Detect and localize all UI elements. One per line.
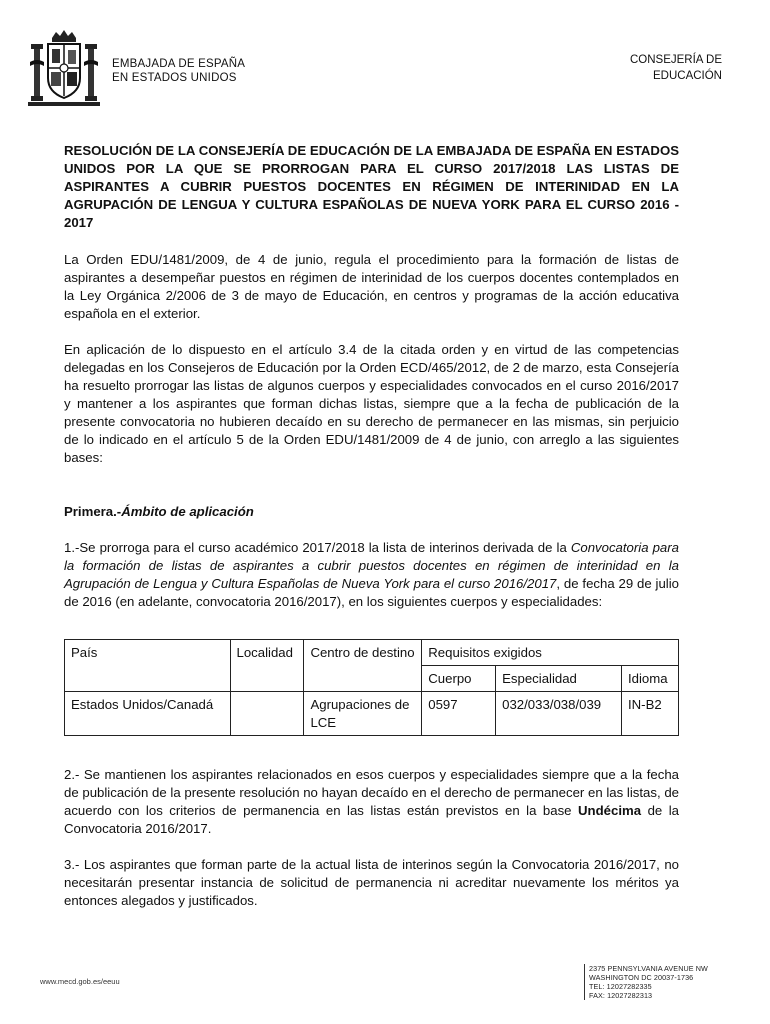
section-heading-title: Ámbito de aplicación (121, 504, 254, 519)
embassy-header (112, 57, 245, 85)
header-especialidad: Especialidad (496, 666, 622, 692)
item-1-convocatoria: Convocatoria para la formación de listas de aspirantes a cubrir puestos docentes en régimen de interinidad en la Agrupación de Lengua y Cultura Españolas de Nueva York para el curso 2016/2017 (64, 540, 679, 591)
item-2 (64, 766, 679, 838)
item-1 (64, 539, 679, 611)
table-header-row (65, 640, 679, 666)
cell-cuerpo: 0597 (422, 692, 496, 736)
address-tel: TEL: 12027282335 (589, 982, 652, 991)
coat-of-arms-logo (28, 28, 100, 108)
header-cuerpo: Cuerpo (422, 666, 496, 692)
section-heading-primera (64, 503, 679, 521)
item-1-text: 1.-Se prorroga para el curso académico 2017/2018 la lista de interinos derivada de la (64, 540, 571, 555)
cell-localidad (230, 692, 304, 736)
item-3: 3.- Los aspirantes que forman parte de la actual lista de interinos según la Convocatoria 2016/2017, no necesitarán presentar instancia de solicitud de permanencia ni acreditar nuevamente los méritos ya entonces alegados y justificados. (64, 857, 679, 908)
resolution-title: RESOLUCIÓN DE LA CONSEJERÍA DE EDUCACIÓN DE LA EMBAJADA DE ESPAÑA EN ESTADOS UNIDOS POR LA QUE SE PRORROGAN PARA EL CURSO 2017/2018 LAS LISTAS DE ASPIRANTES A CUBRIR PUESTOS DOCENTES EN RÉGIMEN DE INTERINIDAD EN LA AGRUPACIÓN DE LENGUA Y CULTURA ESPAÑOLAS DE NUEVA YORK PARA EL CURSO 2016 - 2017 (64, 143, 679, 230)
address-city: WASHINGTON DC 20037-1736 (589, 973, 694, 982)
header-pais: País (65, 640, 231, 692)
cell-especialidad: 032/033/038/039 (496, 692, 622, 736)
cell-idioma: IN-B2 (621, 692, 678, 736)
table-row (65, 692, 679, 736)
header-centro: Centro de destino (304, 640, 422, 692)
paragraph-application: En aplicación de lo dispuesto en el artículo 3.4 de la citada orden y en virtud de las competencias delegadas en los Consejeros de Educación por la Orden ECD/465/2012, de 2 de marzo, esta Consejería ha resuelto prorrogar las listas de algunos cuerpos y especialidades convocados en el curso 2016/2017 y mantener a los aspirantes que forman dichas listas, siempre que a la fecha de publicación de la presente convocatoria no hubieren decaído en su derecho de permanecer en las mismas, sin perjuicio de lo indicado en el artículo 5 de la Orden EDU/1481/2009 de 4 de junio, con arreglo a las siguientes bases: (64, 342, 679, 465)
section-heading-number: Primera.- (64, 504, 122, 519)
embassy-line-1: EMBAJADA DE ESPAÑA (112, 58, 246, 70)
item-2-text-end: de la Convocatoria 2016/2017. (64, 803, 680, 836)
department-line-2: EDUCACIÓN (652, 70, 722, 82)
department-line-1: CONSEJERÍA DE (629, 54, 722, 66)
document-body (64, 142, 679, 928)
item-2-text: 2.- Se mantienen los aspirantes relacionados en esos cuerpos y especialidades siempre que a la fecha de publicación de la presente resolución no hayan decaído en el derecho de permanecer en las listas, de acuerdo con los criterios de permanencia en las listas están previstos en la base (64, 767, 679, 818)
paragraph-intro: La Orden EDU/1481/2009, de 4 de junio, regula el procedimiento para la formación de listas de aspirantes a desempeñar puestos en régimen de interinidad de los cuerpos docentes contemplados en la Ley Orgánica 2/2006 de 3 de mayo de Educación, en centros y programas de la acción educativa española en el exterior. (64, 252, 679, 321)
item-2-base: Undécima (578, 803, 642, 818)
embassy-line-2: EN ESTADOS UNIDOS (112, 72, 237, 84)
header-localidad: Localidad (230, 640, 304, 692)
address-street: 2375 PENNSYLVANIA AVENUE NW (589, 964, 708, 973)
header-requisitos: Requisitos exigidos (422, 640, 679, 666)
footer-website: www.mecd.gob.es/eeuu (40, 977, 120, 986)
cell-pais: Estados Unidos/Canadá (65, 692, 231, 736)
footer-address (584, 964, 708, 1000)
item-1-text-end: , de fecha 29 de julio de 2016 (en adelante, convocatoria 2016/2017), en los siguientes cuerpos y especialidades: (64, 576, 679, 609)
department-header (630, 52, 722, 84)
header-idioma: Idioma (621, 666, 678, 692)
cell-centro: Agrupaciones de LCE (304, 692, 422, 736)
address-fax: FAX: 12027282313 (589, 991, 653, 1000)
requirements-table (64, 639, 679, 736)
